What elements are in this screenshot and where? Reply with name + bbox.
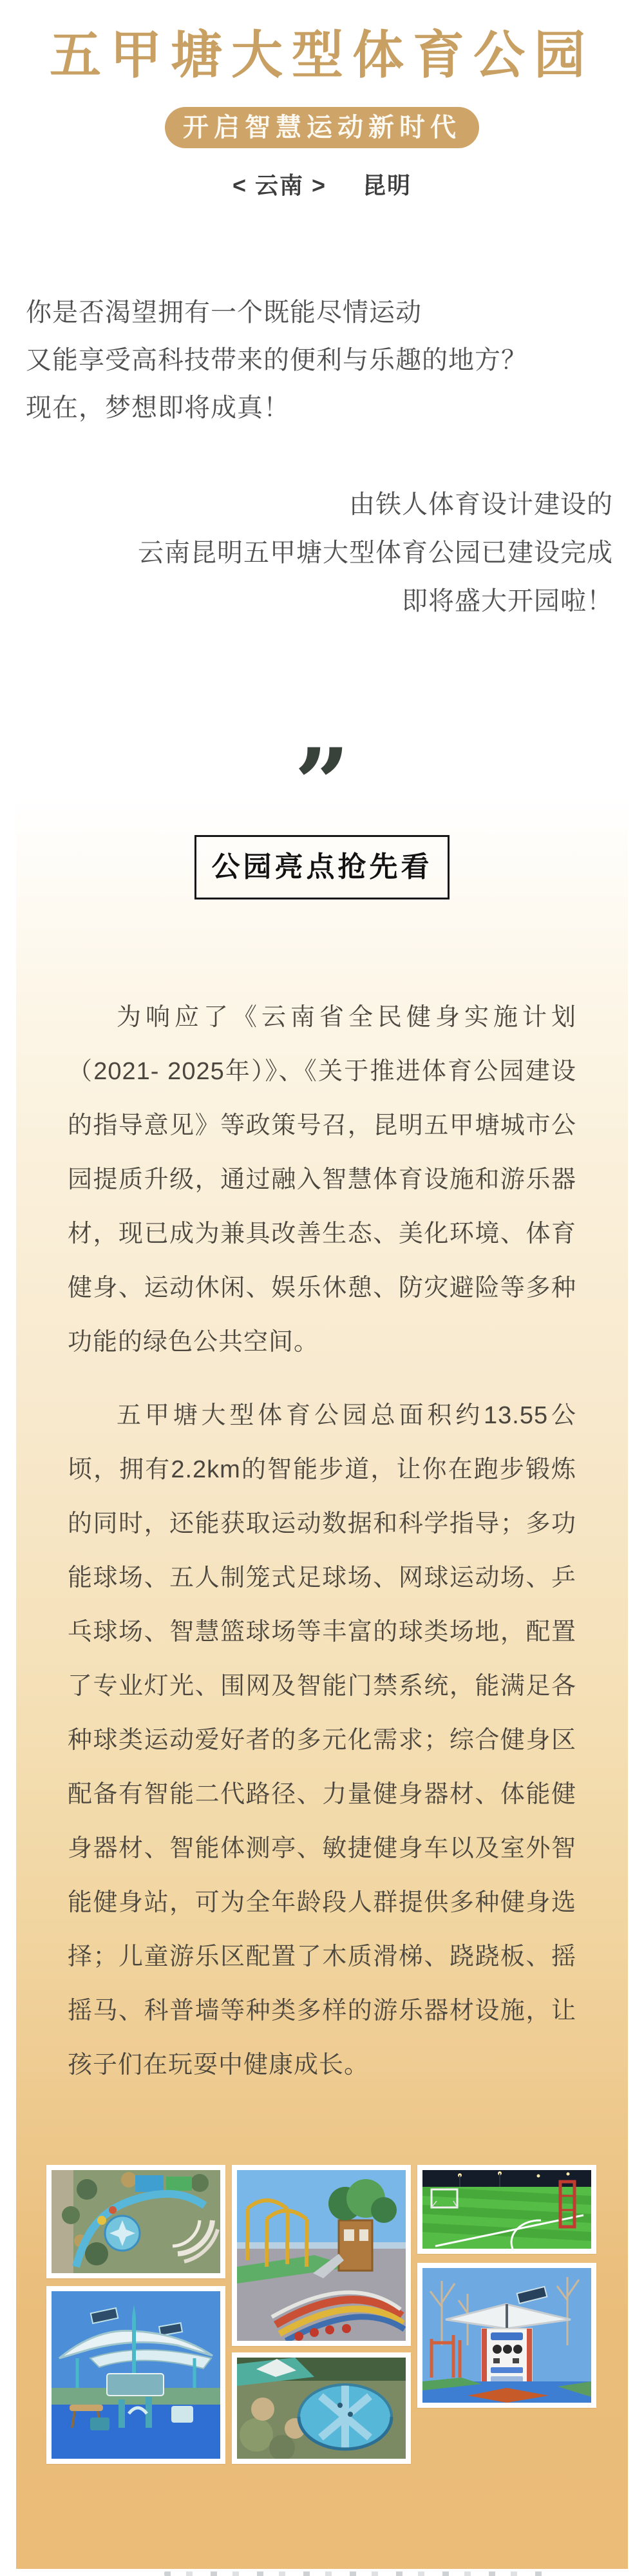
- announcement-line: 由铁人体育设计建设的: [349, 490, 613, 519]
- location-line: [0, 168, 644, 200]
- announcement-line: 即将盛大开园啦！: [402, 587, 613, 615]
- intro-line: 你是否渴望拥有一个既能尽情运动: [26, 298, 422, 327]
- photo-park-aerial-view[interactable]: [46, 2165, 225, 2278]
- photo-gallery: [46, 2165, 598, 2464]
- quote-icon: ”: [294, 727, 350, 841]
- gallery-column: [232, 2165, 411, 2464]
- photo-football-field-night[interactable]: [417, 2165, 596, 2254]
- intro-line: 现在，梦想即将成真！: [26, 394, 290, 422]
- cutoff-text-top: [164, 2571, 551, 2576]
- province-tag: < 云南 >: [232, 172, 327, 198]
- article-paragraph: 五甲塘大型体育公园总面积约13.55公顷，拥有2.2km的智能步道，让你在跑步锻炼的同时，还能获取运动数据和科学指导；多功能球场、五人制笼式足球场、网球运动场、乒乓球场、智慧篮球场等丰富的球类场地，配置了专业灯光、围网及智能门禁系统，能满足各种球类运动爱好者的多元化需求；综合健身区配备有智能二代路径、力量健身器材、体能健身器材、智能体测亭、敏捷健身车以及室外智能健身站，可为全年龄段人群提供多种健身选择；儿童游乐区配置了木质滑梯、跷跷板、摇摇马、科普墙等种类多样的游乐器材设施，让孩子们在玩耍中健康成长。: [68, 1402, 576, 2079]
- photo-trampoline-dome[interactable]: [232, 2352, 411, 2464]
- photo-children-playground[interactable]: [232, 2165, 411, 2346]
- intro-line: 又能享受高科技带来的便利与乐趣的地方？: [26, 346, 527, 374]
- section-heading-badge: 公园亮点抢先看: [194, 835, 450, 899]
- article-body: [68, 990, 576, 2092]
- announcement-line: 云南昆明五甲塘大型体育公园已建设完成: [138, 539, 613, 567]
- gallery-column: [46, 2165, 225, 2464]
- intro-block: [26, 289, 527, 432]
- gallery-column: [417, 2165, 596, 2408]
- city-label: 昆明: [363, 172, 412, 198]
- article-paragraph: 为响应了《云南省全民健身实施计划（2021- 2025年）》、《关于推进体育公园建设的指导意见》等政策号召，昆明五甲塘城市公园提质升级，通过融入智慧体育设施和游乐器材，现已成为兼具改善生态、美化环境、体育健身、运动休闲、娱乐休憩、防灾避险等多种功能的绿色公共空间。: [68, 1004, 576, 1356]
- photo-shaded-fitness-area[interactable]: [46, 2286, 225, 2464]
- subtitle-ribbon: 开启智慧运动新时代: [165, 107, 479, 148]
- photo-smart-fitness-station[interactable]: [417, 2263, 596, 2408]
- page-title: 五甲塘大型体育公园: [50, 26, 594, 84]
- announcement-block: [33, 481, 613, 626]
